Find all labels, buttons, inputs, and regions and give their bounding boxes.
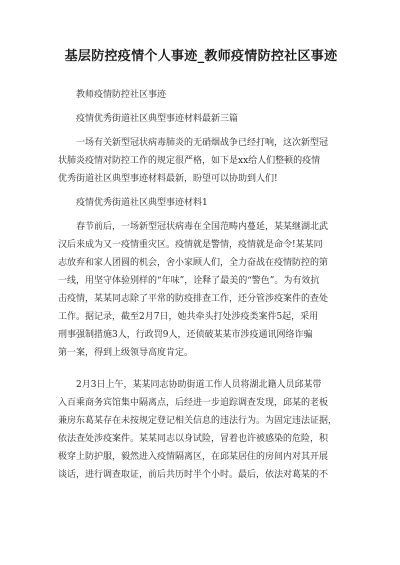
paragraph-line: 兼房东葛某存在未按规定登记相关信息的违法行为。为固定违法证据，	[58, 416, 338, 426]
intro-line: 一场有关新型冠状病毒肺炎的无硝烟战争已经打响，这次新型冠	[76, 138, 329, 148]
paragraph-line: 入百乘商务宾馆集中隔离点，后经进一步追踪调查发现，邱某的老板	[58, 398, 329, 408]
intro-line: 状肺炎疫情对防控工作的规定很严格，如下是xx给人们整顿的疫情	[58, 156, 321, 166]
document-title: 基层防控疫情个人事迹_教师疫情防控社区事迹	[64, 49, 338, 64]
paragraph-line: 一线，用坚守体验别样的“年味”，诠释了最美的“警色”。为有效抗	[58, 276, 320, 286]
paragraph-line: 汉后来成为又一疫情重灾区。疫情就是警情，疫情就是命令!某某同	[58, 240, 323, 250]
heading-community-deeds: 疫情优秀街道社区典型事迹材料最新三篇	[76, 114, 239, 124]
paragraph-line: 2月3日上午，某某同志协助街道工作人员将湖北籍人员邱某带	[76, 380, 322, 390]
paragraph-line: 工作。据记录，截至2月7日，她共牵头打处涉疫类案件5起，采用	[58, 312, 319, 322]
paragraph-line: 刑事强制措施3人，行政罚9人，还侦破某某市涉疫通讯网络诈骗	[58, 330, 313, 340]
intro-line: 优秀街道社区典型事迹材料最新，盼望可以协助到人们!	[58, 174, 278, 184]
paragraph-line: 春节前后，一场新型冠状病毒在全国范畴内蔓延，某某继湖北武	[76, 222, 329, 232]
paragraph-line: 志放弃和家人团圆的机会，舍小家顾人们，全力奋战在疫情防控的第	[58, 258, 329, 268]
paragraph-2	[58, 376, 344, 484]
document-body	[58, 86, 344, 484]
paragraph-line: 第一案，得到上级领导高度肯定。	[58, 348, 194, 358]
paragraph-line: 依法查处涉疫案件。某某同志以身试险，冒着也许被感染的危险，积	[58, 434, 329, 444]
paragraph-line: 谈话，进行调查取证，前后共历时半个小时。最后，依法对葛某的不	[58, 470, 329, 480]
section-heading: 疫情优秀街道社区典型事迹材料1	[76, 198, 208, 208]
heading-teacher-deeds: 教师疫情防控社区事迹	[76, 90, 167, 100]
intro-paragraph	[58, 134, 344, 188]
paragraph-line: 击疫情，某某同志除了平常的防疫排查工作，还分管涉疫案件的查处	[58, 294, 329, 304]
paragraph-1	[58, 218, 344, 362]
paragraph-line: 极穿上防护服，毅然进入疫情隔离区，在邱某居住的房间内对其开展	[58, 452, 329, 462]
